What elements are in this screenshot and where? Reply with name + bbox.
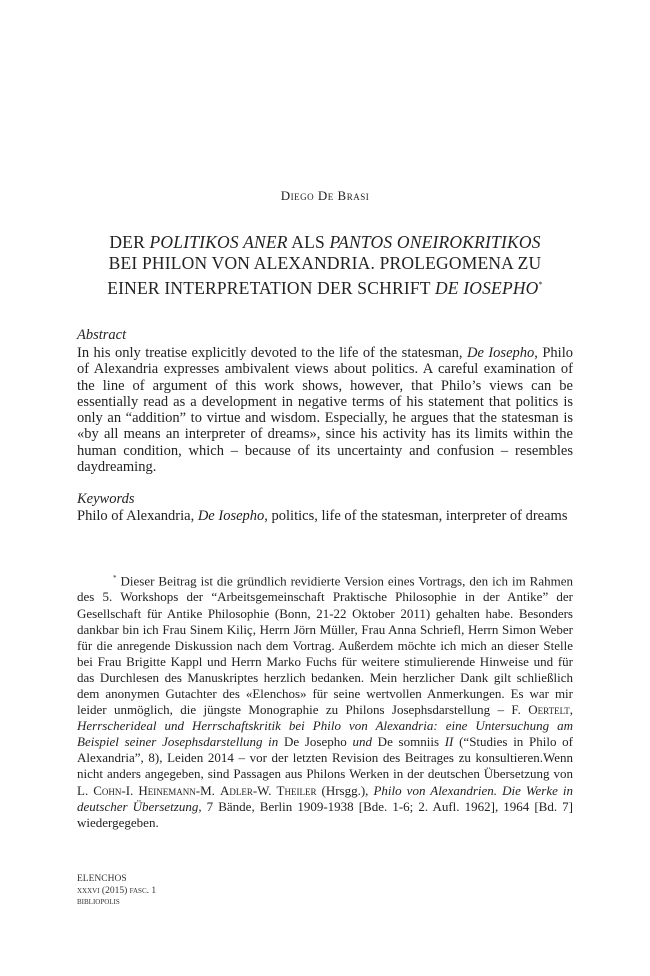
author-ref: Heinemann [138,782,196,798]
abstract-body [77,345,573,475]
footnote-italic: II [444,734,454,750]
footnote-marker: * [113,574,117,582]
footnote-italic: und [352,734,372,750]
keywords-body [77,508,573,524]
article-title [0,232,650,299]
title-line-2: BEI PHILON VON ALEXANDRIA. PROLEGOMENA ZU [108,253,542,273]
title-line-1 [0,232,650,253]
footnote-text: (“Studies in Philo of Alexandria”, 8), Leiden 2014 – vor der letzten Revision des Beitrages zu konsultieren.Wenn nicht anders angegeben, sind Passagen aus Philons Werken in der deutschen Übersetzung von L. [77,734,574,798]
keywords-text: Philo of Alexandria, [77,508,198,524]
keywords-heading: Keywords [77,491,135,507]
footnote-text: (Hrsgg.), [316,782,374,798]
abstract-heading: Abstract [77,327,127,343]
footnote-italic: Philo von Alexandrien. Die Werke in deutscher Übersetzung [77,782,574,814]
keywords-text: , politics, life of the statesman, interpreter of dreams [264,508,568,524]
footnote-text: Dieser Beitrag ist die gründlich revidierte Version eines Vortrags, den ich im Rahmen des 5. Workshops der “Arbeitsgemeinschaft Praktische Philosophie in der Antike” der Gesellschaft für Antike Philosophie (Bonn, 21-22 Oktober 2011) gehalten habe. Besonders dankbar bin ich Frau Sinem Kiliç, Herrn Jörn Müller, Frau Anna Schriefl, Herrn Simon Weber für die anregende Diskussion nach dem Vortrag. Außerdem möchte ich mich an dieser Stelle bei Frau Brigitte Kappl und Herrn Marko Fuchs für weitere stimulierende Hinweise und für das Durchlesen des Manuskriptes herzlich bedanken. Mein herzlicher Dank gilt schließlich dem anonymen Gutachter des «Elenchos» für seine wertvollen Anmerkungen. Es war mir leider unmöglich, die jüngste Monographie zu Philons Josephsdarstellung – F. [77,573,573,718]
footnote-text: -M. [195,782,220,798]
journal-name: ELENCHOS [77,874,127,884]
abstract-italic: De Iosepho [466,345,535,361]
title-italic: POLITIKOS ANER [149,232,288,252]
footnote-text: , [569,702,573,718]
footnote-text: De Josepho [278,734,353,750]
journal-issue: xxxvi (2015) fasc. 1 [77,885,157,896]
title-line-3 [0,274,650,299]
abstract-text: In his only treatise explicitly devoted to the life of the statesman, [77,345,467,361]
title-text: EINER INTERPRETATION DER SCHRIFT [107,277,435,298]
footnote [77,570,573,831]
footnote-marker: * [538,280,543,289]
author-name: Diego De Brasi [280,188,370,203]
title-text: DER [109,232,150,252]
author-ref: Oertelt [528,702,570,718]
publisher-name: bibliopolis [77,897,120,907]
title-text: ALS [287,232,330,252]
footnote-text: -W. [252,782,277,798]
footnote-text: , 7 Bände, Berlin 1909-1938 [Bde. 1-6; 2. Aufl. 1962], 1964 [Bd. 7] wiedergegeben. [77,798,574,830]
author-ref: Cohn [93,782,122,798]
keywords-italic: De Iosepho [197,508,265,524]
footnote-italic: Herrscherideal und Herrschaftskritik bei Philo von Alexandria: eine Untersuchung am Beispiel seiner Josephsdarstellung in [77,718,573,750]
footnote-text: -I. [121,782,139,798]
footnote-text: De somniis [371,734,445,750]
abstract-text: , Philo of Alexandria expresses ambivalent views about politics. A careful examination of the line of argument of this work shows, however, that Philo’s views can be essentially read as a development in negative terms of his statement that politics is only an “addition” to virtue and wisdom. Especially, he argues that the statesman is «by all means an interpreter of dreams», since his activity has its limits within the human condition, which – because of its uncertainty and confusion – resembles daydreaming. [77,345,573,476]
journal-footer [77,874,156,909]
author-ref: Theiler [276,782,317,798]
title-italic: DE IOSEPHO [434,277,539,298]
title-italic: PANTOS ONEIROKRITIKOS [329,232,541,252]
author-ref: Adler [219,782,253,798]
